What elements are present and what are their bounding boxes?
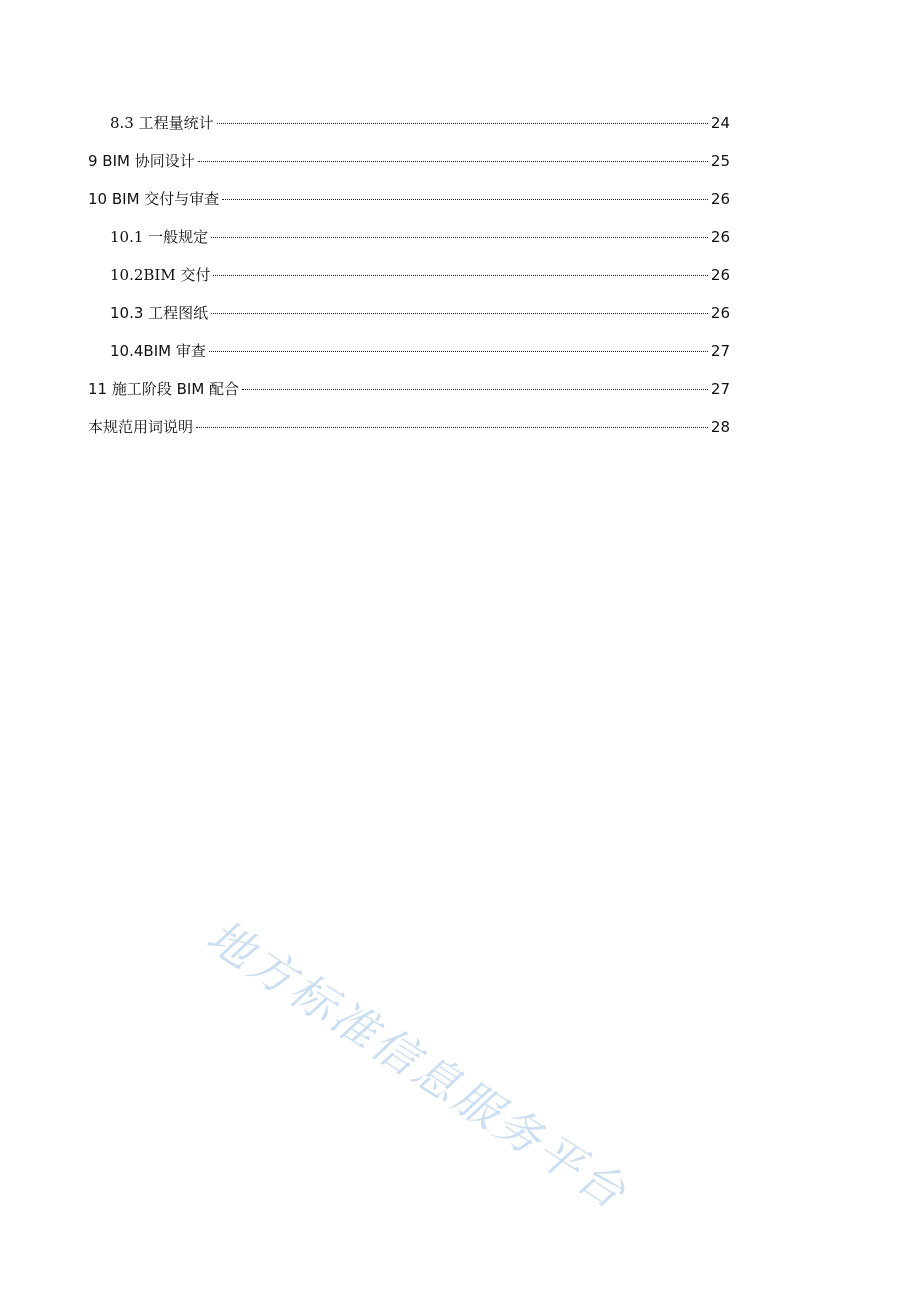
- toc-entry-10-2[interactable]: [88, 263, 730, 301]
- toc-entry-terms[interactable]: [88, 415, 730, 453]
- toc-dot-leader: [198, 161, 708, 162]
- toc-page-number: 26: [710, 228, 730, 246]
- toc-entry-9[interactable]: [88, 149, 730, 187]
- toc-dot-leader: [222, 199, 708, 200]
- toc-entry-10[interactable]: [88, 187, 730, 225]
- toc-entry-10-1[interactable]: [88, 225, 730, 263]
- toc-entry-label: 本规范用词说明: [88, 418, 194, 436]
- toc-dot-leader: [209, 351, 708, 352]
- toc-entry-10-4[interactable]: [88, 339, 730, 377]
- toc-page-number: 27: [710, 380, 730, 398]
- toc-entry-8-3[interactable]: [88, 111, 730, 149]
- toc-page-number: 27: [710, 342, 730, 360]
- toc-entry-10-3[interactable]: [88, 301, 730, 339]
- watermark-text: 地方标准信息服务平台: [197, 909, 638, 1221]
- toc-page-number: 26: [710, 266, 730, 284]
- toc-entry-label: 10.3 工程图纸: [110, 304, 209, 322]
- toc-entry-11[interactable]: [88, 377, 730, 415]
- toc-entry-label: 11 施工阶段 BIM 配合: [88, 380, 240, 398]
- toc-entry-label: 8.3 工程量统计: [110, 114, 214, 132]
- toc-entry-label: 10.2BIM 交付: [110, 266, 211, 284]
- toc-dot-leader: [213, 275, 707, 276]
- toc-entry-label: 10.4BIM 审查: [110, 342, 206, 360]
- toc-page-number: 24: [710, 114, 730, 132]
- toc-entry-label: 10.1 一般规定: [110, 228, 209, 246]
- toc-entry-label: 10 BIM 交付与审查: [88, 190, 220, 208]
- table-of-contents: [88, 111, 730, 453]
- toc-page-number: 26: [710, 190, 730, 208]
- toc-dot-leader: [211, 237, 708, 238]
- toc-dot-leader: [211, 313, 708, 314]
- toc-page-number: 28: [710, 418, 730, 436]
- toc-dot-leader: [217, 123, 708, 124]
- toc-page-number: 25: [710, 152, 730, 170]
- toc-dot-leader: [242, 389, 708, 390]
- toc-page-number: 26: [710, 304, 730, 322]
- toc-entry-label: 9 BIM 协同设计: [88, 152, 195, 170]
- toc-dot-leader: [196, 427, 708, 428]
